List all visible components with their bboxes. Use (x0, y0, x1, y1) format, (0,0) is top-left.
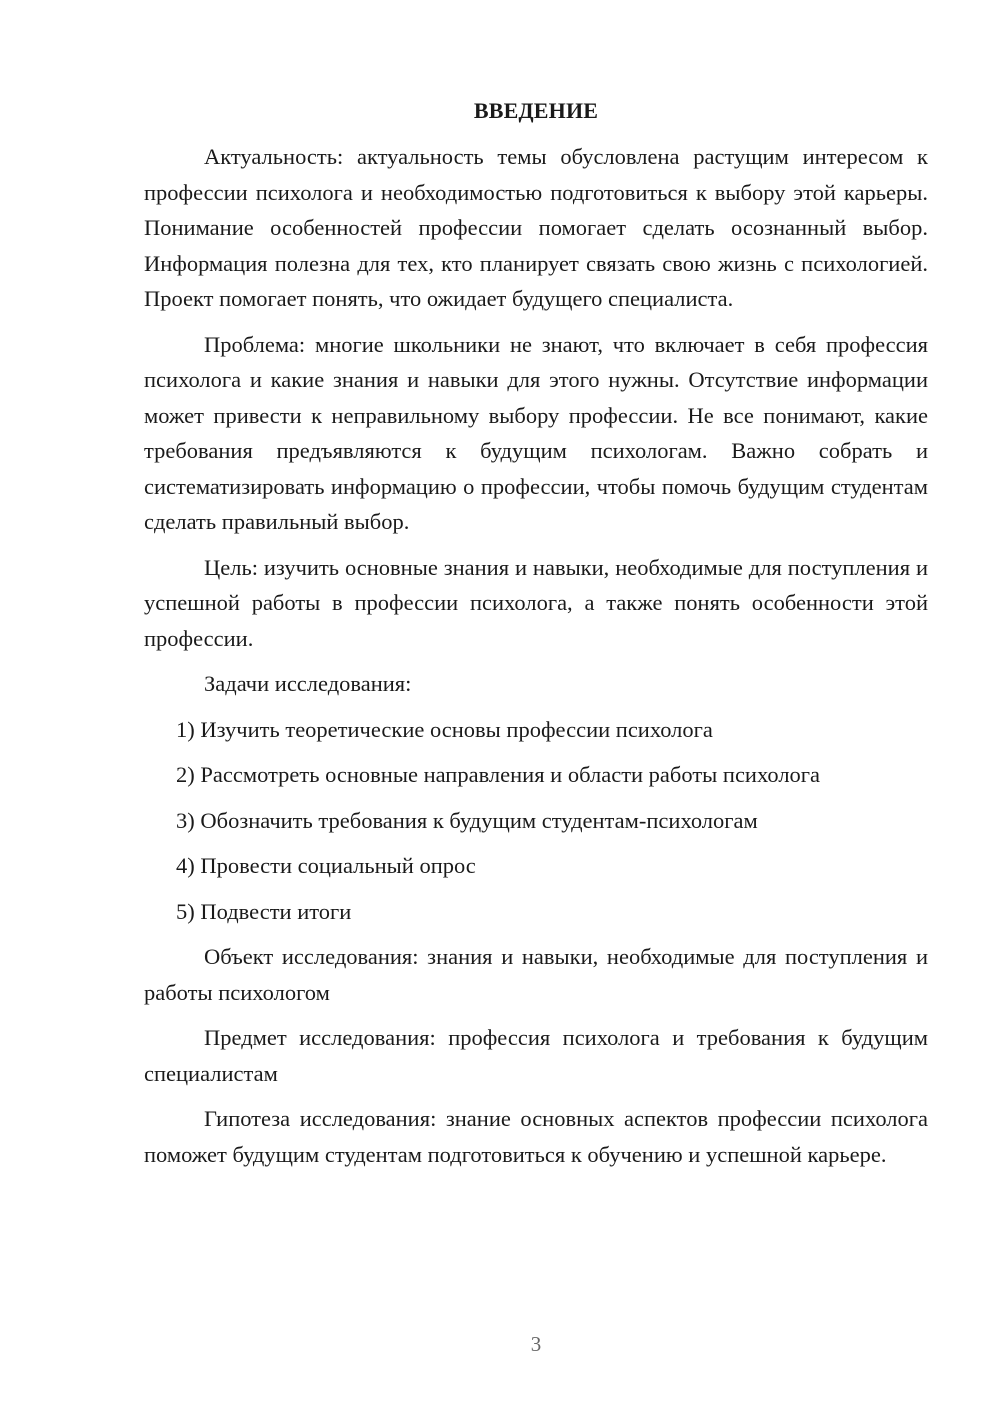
object-paragraph: Объект исследования: знания и навыки, необходимые для поступления и работы психологом (144, 944, 928, 1005)
list-item: 1) Изучить теоретические основы профессии психолога (176, 716, 713, 742)
tasks-list (144, 712, 928, 930)
page-number: 3 (530, 1332, 542, 1356)
section-title: ВВЕДЕНИЕ (473, 98, 599, 123)
subject-paragraph: Предмет исследования: профессия психолога и требования к будущим специалистам (144, 1025, 928, 1086)
list-item: 5) Подвести итоги (176, 898, 352, 924)
relevance-paragraph: Актуальность: актуальность темы обусловлена растущим интересом к профессии психолога и необходимостью подготовиться к выбору этой карьеры. Понимание особенностей профессии помогает сделать осознанный выбор. Информация полезна для тех, кто планирует связать свою жизнь с психологией. Проект помогает понять, что ожидает будущего специалиста. (144, 144, 928, 311)
list-item: 2) Рассмотреть основные направления и области работы психолога (176, 762, 821, 787)
list-item: 3) Обозначить требования к будущим студентам-психологам (176, 807, 758, 833)
list-item: 4) Провести социальный опрос (176, 853, 476, 878)
hypothesis-paragraph: Гипотеза исследования: знание основных аспектов профессии психолога поможет будущим студентам подготовиться к обучению и успешной карьере. (144, 1106, 928, 1167)
tasks-heading: Задачи исследования: (204, 671, 412, 696)
document-body (144, 96, 928, 1182)
goal-paragraph: Цель: изучить основные знания и навыки, необходимые для поступления и успешной работы в профессии психолога, а также понять особенности этой профессии. (144, 554, 928, 651)
problem-paragraph: Проблема: многие школьники не знают, что включает в себя профессия психолога и какие знания и навыки для этого нужны. Отсутствие информации может привести к неправильному выбору профессии. Не все понимают, какие требования предъявляются к будущим психологам. Важно собрать и систематизировать информацию о профессии, чтобы помочь будущим студентам сделать правильный выбор. (144, 331, 928, 534)
